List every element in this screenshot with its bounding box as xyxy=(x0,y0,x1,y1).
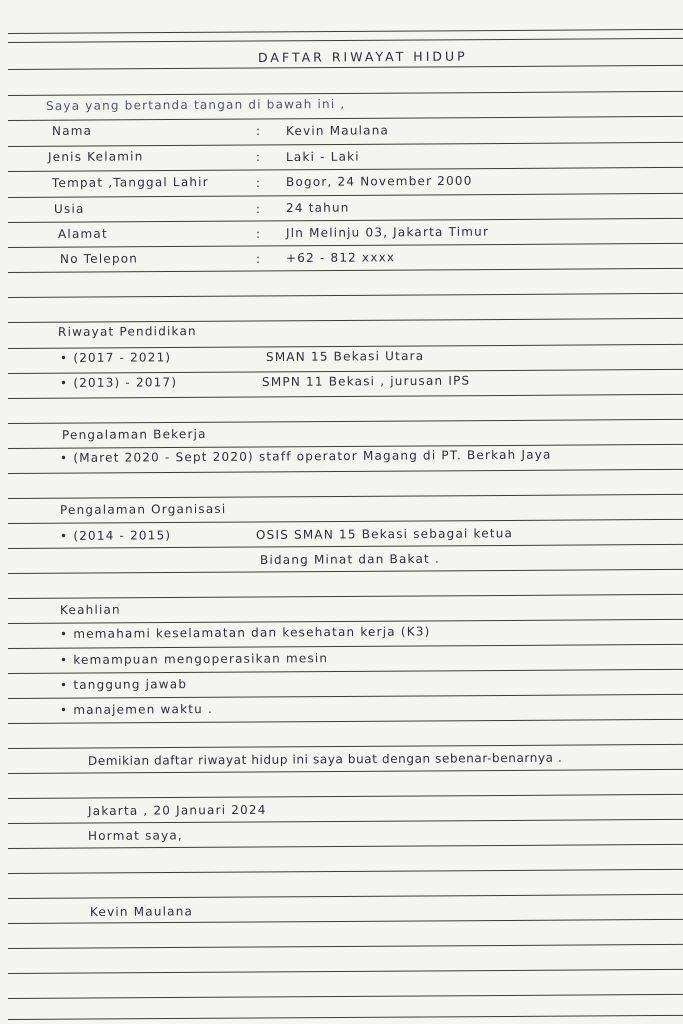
ruled-line xyxy=(8,91,683,96)
colon: : xyxy=(255,149,262,164)
ruled-line xyxy=(8,469,683,474)
organization-detail: OSIS SMAN 15 Bekasi sebagai ketua xyxy=(255,526,514,542)
organization-period: • (2014 - 2015) xyxy=(59,528,172,543)
skills-heading: Keahlian xyxy=(59,602,121,617)
skill-item: • kemampuan mengoperasikan mesin xyxy=(59,651,329,667)
ruled-line xyxy=(8,519,683,524)
ruled-line xyxy=(8,844,683,849)
label-age: Usia xyxy=(53,201,85,216)
organization-heading: Pengalaman Organisasi xyxy=(59,501,227,517)
ruled-line xyxy=(8,419,683,424)
ruled-line xyxy=(8,193,683,198)
value-gender: Laki - Laki xyxy=(285,149,360,164)
skill-item: • manajemen waktu . xyxy=(59,701,214,717)
ruled-line xyxy=(8,293,683,298)
value-address: Jln Melinju 03, Jakarta Timur xyxy=(285,224,490,240)
education-detail: SMAN 15 Bekasi Utara xyxy=(265,348,425,364)
ruled-line xyxy=(8,65,683,70)
colon: : xyxy=(255,123,262,138)
label-phone: No Telepon xyxy=(59,251,139,266)
ruled-line xyxy=(8,744,683,749)
ruled-line xyxy=(8,243,683,248)
label-gender: Jenis Kelamin xyxy=(47,149,144,164)
ruled-line xyxy=(8,394,683,399)
label-name: Nama xyxy=(51,123,93,138)
value-name: Kevin Maulana xyxy=(285,123,390,138)
label-birth: Tempat ,Tanggal Lahir xyxy=(51,174,209,190)
ruled-line xyxy=(8,669,683,674)
ruled-line xyxy=(8,544,683,549)
intro-text: Saya yang bertanda tangan di bawah ini , xyxy=(45,96,346,113)
ruled-line xyxy=(8,369,683,374)
ruled-line xyxy=(8,116,683,121)
label-address: Alamat xyxy=(57,226,108,241)
ruled-line xyxy=(8,719,683,724)
ruled-line xyxy=(8,694,683,699)
education-period: • (2013) - 2017) xyxy=(59,375,178,390)
ruled-line xyxy=(8,794,683,799)
education-period: • (2017 - 2021) xyxy=(59,350,172,365)
ruled-line xyxy=(8,344,683,349)
ruled-line xyxy=(8,218,683,223)
ruled-line xyxy=(8,944,683,949)
ruled-line xyxy=(8,819,683,824)
ruled-line xyxy=(8,38,683,43)
ruled-line xyxy=(8,1015,683,1020)
ruled-line xyxy=(8,594,683,599)
ruled-line xyxy=(8,268,683,273)
skill-item: • tanggung jawab xyxy=(59,677,188,692)
ruled-line xyxy=(8,569,683,574)
regards: Hormat saya, xyxy=(87,828,183,843)
value-phone: +62 - 812 xxxx xyxy=(285,250,396,265)
ruled-line xyxy=(8,869,683,874)
colon: : xyxy=(255,175,262,190)
colon: : xyxy=(255,201,262,216)
colon: : xyxy=(255,251,262,266)
value-birth: Bogor, 24 November 2000 xyxy=(285,173,473,189)
ruled-line xyxy=(8,619,683,624)
closing-statement: Demikian daftar riwayat hidup ini saya buat dengan sebenar-benarnya . xyxy=(87,750,563,768)
place-date: Jakarta , 20 Januari 2024 xyxy=(87,802,267,818)
ruled-line xyxy=(8,969,683,974)
work-heading: Pengalaman Bekerja xyxy=(61,426,207,442)
ruled-line xyxy=(8,644,683,649)
page-title: DAFTAR RIWAYAT HIDUP xyxy=(257,48,468,65)
education-detail: SMPN 11 Bekasi , jurusan IPS xyxy=(261,373,471,389)
ruled-line xyxy=(8,769,683,774)
signature-name: Kevin Maulana xyxy=(89,904,194,919)
work-item: • (Maret 2020 - Sept 2020) staff operator Magang di PT. Berkah Jaya xyxy=(59,447,552,465)
ruled-line xyxy=(8,167,683,172)
education-heading: Riwayat Pendidikan xyxy=(57,324,197,339)
colon: : xyxy=(255,226,262,241)
ruled-line xyxy=(8,894,683,899)
value-age: 24 tahun xyxy=(285,200,350,215)
ruled-line xyxy=(8,919,683,924)
ruled-line xyxy=(8,994,683,999)
ruled-line xyxy=(8,318,683,323)
ruled-line xyxy=(8,29,683,34)
ruled-line xyxy=(8,494,683,499)
skill-item: • memahami keselamatan dan kesehatan kerja (K3) xyxy=(59,624,431,641)
organization-detail: Bidang Minat dan Bakat . xyxy=(259,551,440,567)
ruled-line xyxy=(8,142,683,147)
